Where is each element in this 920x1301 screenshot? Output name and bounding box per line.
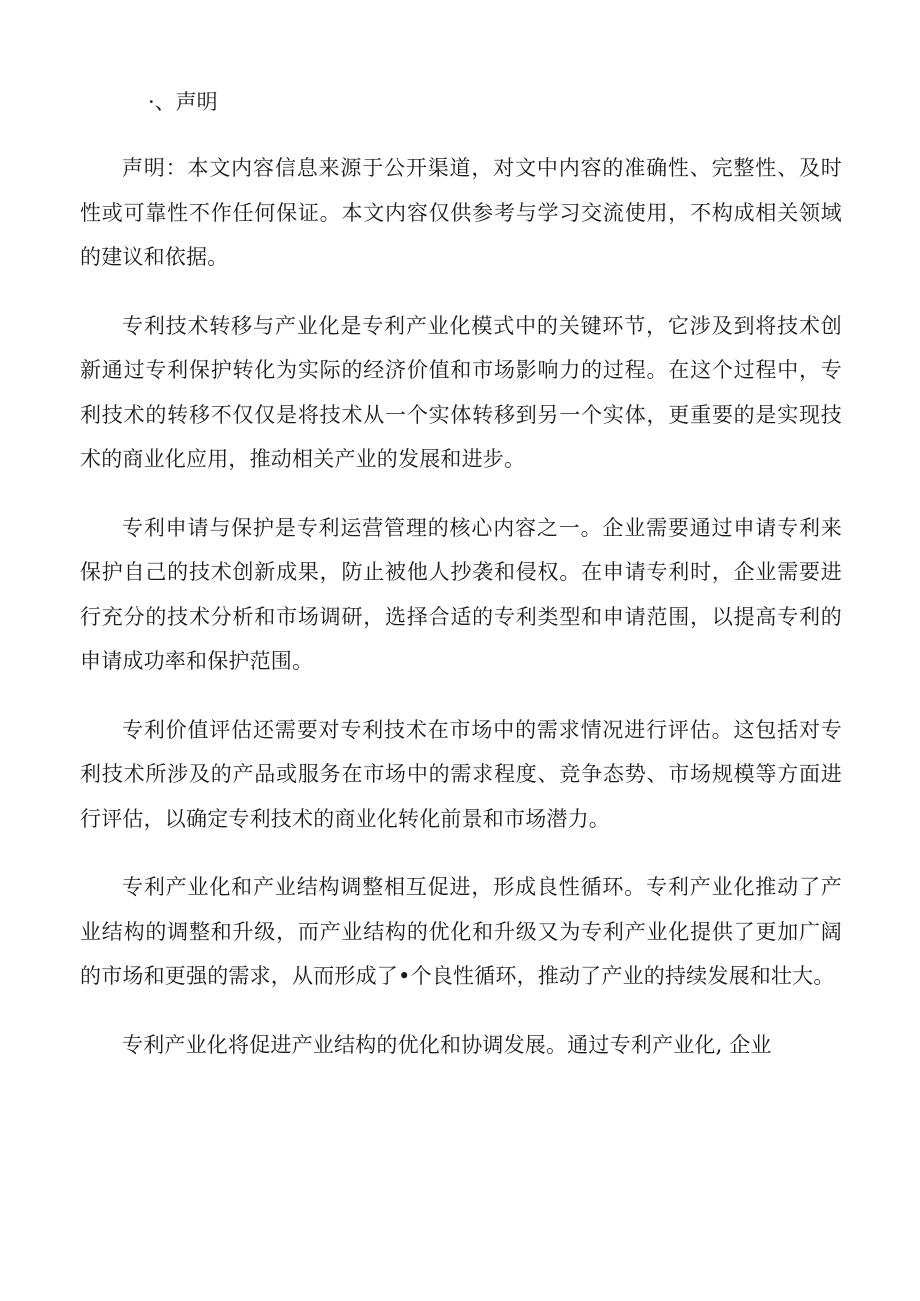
body-paragraph: 专利产业化将促进产业结构的优化和协调发展。通过专利产业化, 企业 <box>122 1032 772 1057</box>
body-paragraph: 专利产业化和产业结构调整相互促进，形成良性循环。专利产业化推动了产业结构的调整和升级，而产业结构的优化和升级又为专利产业化提供了更加广阔的市场和更强的需求，从而形成了•个良性循环，推动了产业的持续发展和壮大。 <box>80 875 842 988</box>
section-heading: ·、声明 <box>148 90 218 114</box>
disclaimer-paragraph: 声明：本文内容信息来源于公开渠道，对文中内容的准确性、完整性、及时性或可靠性不作任何保证。本文内容仅供参考与学习交流使用，不构成相关领域的建议和依据。 <box>80 156 842 269</box>
body-paragraph: 专利技术转移与产业化是专利产业化模式中的关键环节，它涉及到将技术创新通过专利保护转化为实际的经济价值和市场影响力的过程。在这个过程中，专利技术的转移不仅仅是将技术从一个实体转移到另一个实体，更重要的是实现技术的商业化应用，推动相关产业的发展和进步。 <box>80 313 842 471</box>
body-paragraph: 专利价值评估还需要对专利技术在市场中的需求情况进行评估。这包括对专利技术所涉及的产品或服务在市场中的需求程度、竞争态势、市场规模等方面进行评估，以确定专利技术的商业化转化前景和市场潜力。 <box>80 717 842 831</box>
body-paragraph: 专利申请与保护是专利运营管理的核心内容之一。企业需要通过申请专利来保护自己的技术创新成果，防止被他人抄袭和侵权。在申请专利时，企业需要进行充分的技术分析和市场调研，选择合适的专利类型和申请范围，以提高专利的申请成功率和保护范围。 <box>80 515 842 673</box>
